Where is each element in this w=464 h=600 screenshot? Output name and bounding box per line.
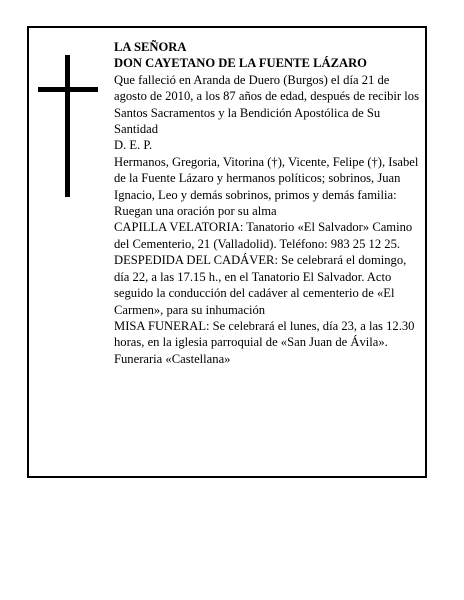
- funeral-home: Funeraria «Castellana»: [114, 351, 231, 366]
- family-members: Hermanos, Gregoria, Vitorina (†), Vicente, Felipe (†), Isabel de la Fuente Lázaro y hermanos políticos; sobrinos, Juan Ignacio, Leo y demás sobrinos, primos y demás familia:: [114, 154, 419, 202]
- death-details: Que falleció en Aranda de Duero (Burgos) el día 21 de agosto de 2010, a los 87 años de edad, después de recibir los Santos Sacramentos y la Bendición Apostólica de Su Santidad: [114, 72, 419, 137]
- farewell-info: DESPEDIDA DEL CADÁVER: Se celebrará el domingo, día 22, a las 17.15 h., en el Tanatorio El Salvador. Acto seguido la conducción del cadáver al cementerio de «El Carmen», para su inhumación: [114, 253, 407, 317]
- deceased-name: DON CAYETANO DE LA FUENTE LÁZARO: [114, 56, 367, 71]
- cross-vertical-bar: [65, 55, 70, 197]
- rest-in-peace: D. E. P.: [114, 138, 153, 153]
- wake-chapel-info: CAPILLA VELATORIA: Tanatorio «El Salvador» Camino del Cementerio, 21 (Valladolid). Teléfono: 983 25 12 25.: [114, 220, 413, 251]
- obituary-text: [114, 39, 419, 367]
- funeral-mass-info: MISA FUNERAL: Se celebrará el lunes, día 23, a las 12.30 horas, en la iglesia parroquial de «San Juan de Ávila».: [114, 318, 415, 350]
- notice-heading: LA SEÑORA: [114, 40, 187, 54]
- cross-icon: [38, 55, 98, 197]
- cross-horizontal-bar: [38, 87, 98, 92]
- prayer-request: Ruegan una oración por su alma: [114, 204, 277, 219]
